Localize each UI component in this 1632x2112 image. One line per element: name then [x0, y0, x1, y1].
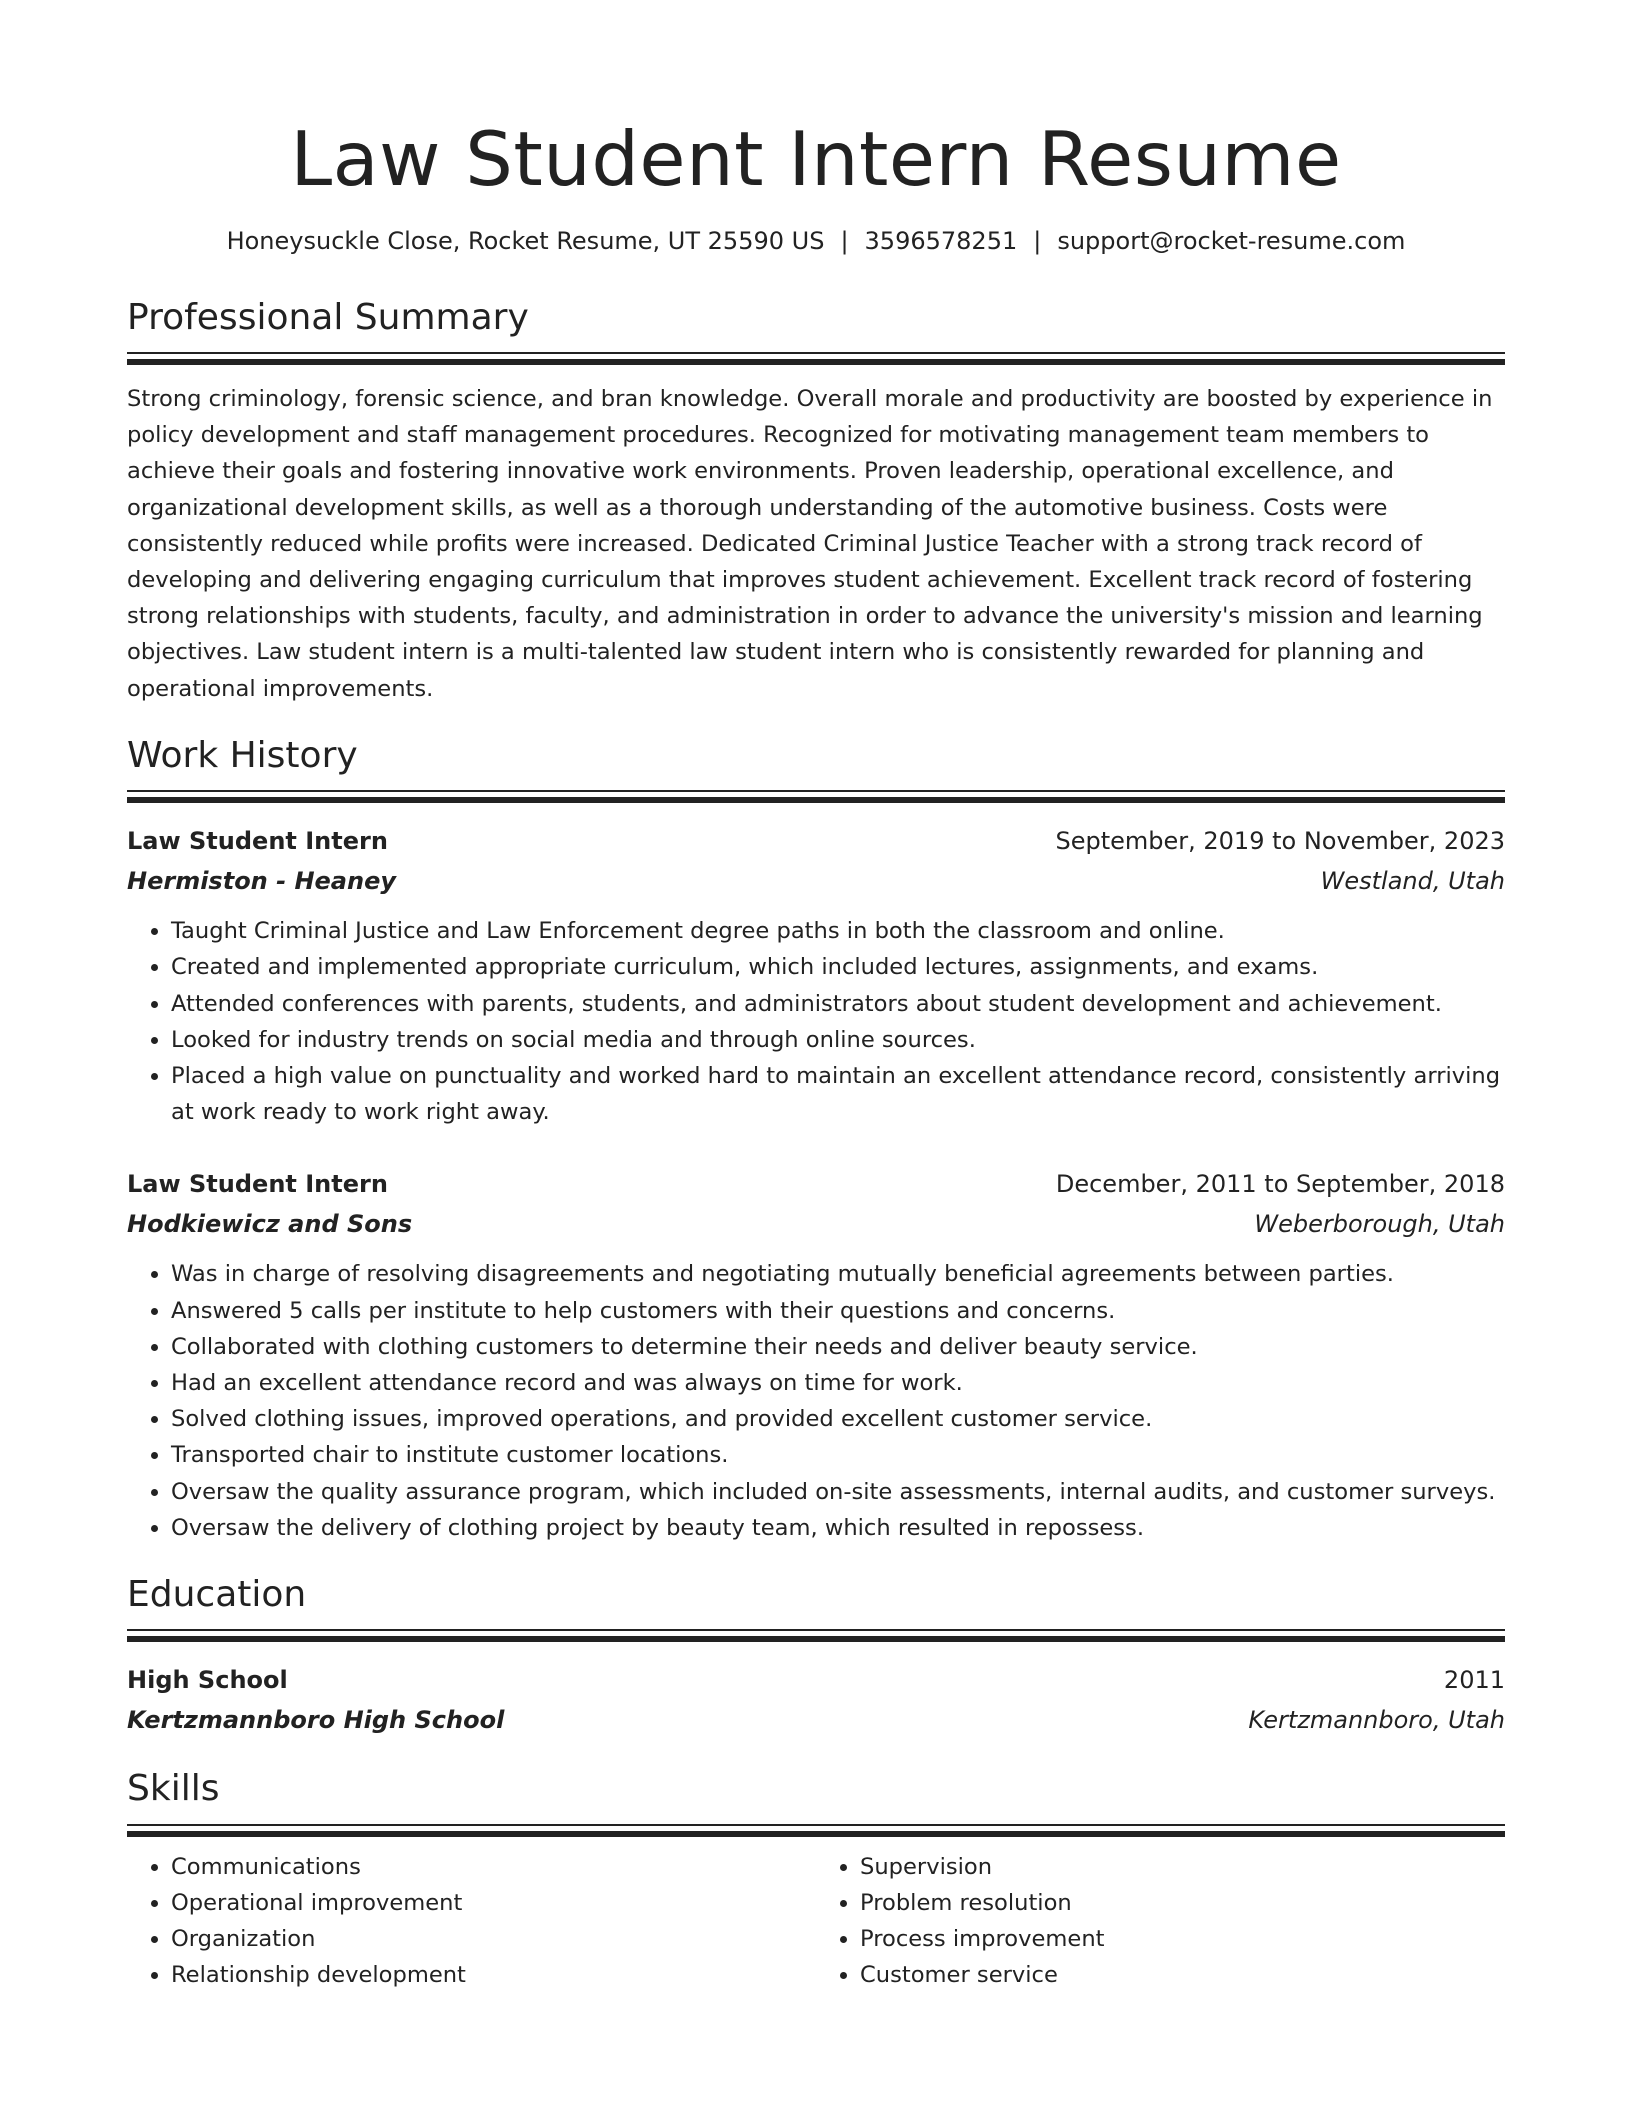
job-employer: Hermiston - Heaney — [127, 867, 397, 896]
skill-item: • Process improvement — [860, 1921, 1505, 1957]
job-bullet: • Had an excellent attendance record and was always on time for work. — [171, 1365, 1505, 1401]
job-bullet: • Transported chair to institute customer locations. — [171, 1437, 1505, 1473]
job-location: Weberborough, Utah — [1254, 1210, 1505, 1239]
education-header-row — [127, 1660, 1505, 1700]
skill-item: • Operational improvement — [171, 1885, 816, 1921]
job-bullets — [127, 1256, 1505, 1546]
education-school-row — [127, 1700, 1505, 1740]
work-history-heading: Work History — [127, 734, 358, 776]
job-bullet: • Oversaw the quality assurance program, which included on-site assessments, internal audits, and customer surveys. — [171, 1474, 1505, 1510]
job-entry — [127, 1164, 1505, 1546]
job-bullet: • Taught Criminal Justice and Law Enforcement degree paths in both the classroom and online. — [171, 913, 1505, 949]
job-employer-row — [127, 861, 1505, 901]
skills-section — [127, 1768, 1505, 1993]
job-employer: Hodkiewicz and Sons — [127, 1210, 413, 1239]
job-bullet: • Attended conferences with parents, students, and administrators about student development and achievement. — [171, 986, 1505, 1022]
education-degree: High School — [127, 1666, 288, 1695]
summary-heading: Professional Summary — [127, 296, 529, 338]
section-divider — [127, 352, 1505, 354]
contact-separator: | — [1033, 226, 1042, 255]
job-title: Law Student Intern — [127, 1170, 388, 1199]
summary-text: Strong criminology, forensic science, and bran knowledge. Overall morale and productivity are boosted by experience in policy development and staff management procedures. Recognized for motivating management team members to achieve their goals and fostering innovative work environments. Proven leadership, operational excellence, and organizational development skills, as well as a thorough understanding of the automotive business. Costs were consistently reduced while profits were increased. Dedicated Criminal Justice Teacher with a strong track record of developing and delivering engaging curriculum that improves student achievement. Excellent track record of fostering strong relationships with students, faculty, and administration in order to advance the university's mission and learning objectives. Law student intern is a multi-talented law student intern who is consistently rewarded for planning and operational improvements. — [127, 385, 1493, 702]
job-entry — [127, 821, 1505, 1130]
contact-line — [127, 227, 1505, 255]
resume-title: Law Student Intern Resume — [290, 115, 1342, 203]
contact-address: Honeysuckle Close, Rocket Resume, UT 25590 US — [226, 226, 825, 255]
education-heading: Education — [127, 1573, 307, 1615]
education-school: Kertzmannboro High School — [127, 1706, 505, 1735]
section-divider — [127, 1629, 1505, 1631]
section-divider — [127, 359, 1505, 365]
job-header-row — [127, 821, 1505, 861]
section-divider — [127, 1824, 1505, 1826]
job-bullet: • Placed a high value on punctuality and worked hard to maintain an excellent attendance record, consistently arriving at work ready to work right away. — [171, 1058, 1505, 1130]
job-bullet: • Was in charge of resolving disagreements and negotiating mutually beneficial agreements between parties. — [171, 1256, 1505, 1292]
job-bullets — [127, 913, 1505, 1130]
contact-separator: | — [840, 226, 849, 255]
education-section — [127, 1574, 1505, 1740]
skill-item: • Customer service — [860, 1957, 1505, 1993]
skills-heading: Skills — [127, 1768, 220, 1810]
skills-columns — [127, 1849, 1505, 1994]
job-title: Law Student Intern — [127, 827, 388, 856]
skill-item: • Communications — [171, 1849, 816, 1885]
skills-left-column — [127, 1849, 816, 1994]
section-divider — [127, 1636, 1505, 1642]
job-location: Westland, Utah — [1320, 867, 1505, 896]
section-divider — [127, 797, 1505, 803]
job-employer-row — [127, 1204, 1505, 1244]
contact-email: support@rocket-resume.com — [1057, 226, 1406, 255]
contact-phone: 3596578251 — [864, 226, 1018, 255]
skill-item: • Relationship development — [171, 1957, 816, 1993]
job-bullet: • Collaborated with clothing customers to determine their needs and deliver beauty service. — [171, 1329, 1505, 1365]
job-bullet: • Looked for industry trends on social media and through online sources. — [171, 1022, 1505, 1058]
skills-right-column — [816, 1849, 1505, 1994]
job-bullet: • Answered 5 calls per institute to help customers with their questions and concerns. — [171, 1293, 1505, 1329]
job-bullet: • Oversaw the delivery of clothing project by beauty team, which resulted in repossess. — [171, 1510, 1505, 1546]
summary-section — [127, 297, 1505, 707]
skill-item: • Problem resolution — [860, 1885, 1505, 1921]
education-entry — [127, 1660, 1505, 1740]
skill-item: • Organization — [171, 1921, 816, 1957]
work-history-section — [127, 735, 1505, 1546]
job-dates: December, 2011 to September, 2018 — [1055, 1170, 1505, 1199]
job-header-row — [127, 1164, 1505, 1204]
job-bullet: • Created and implemented appropriate curriculum, which included lectures, assignments, and exams. — [171, 949, 1505, 985]
skill-item: • Supervision — [860, 1849, 1505, 1885]
section-divider — [127, 1831, 1505, 1837]
education-year: 2011 — [1443, 1666, 1505, 1695]
job-bullet: • Solved clothing issues, improved operations, and provided excellent customer service. — [171, 1401, 1505, 1437]
education-location: Kertzmannboro, Utah — [1248, 1706, 1505, 1735]
job-dates: September, 2019 to November, 2023 — [1055, 827, 1505, 856]
section-divider — [127, 790, 1505, 792]
